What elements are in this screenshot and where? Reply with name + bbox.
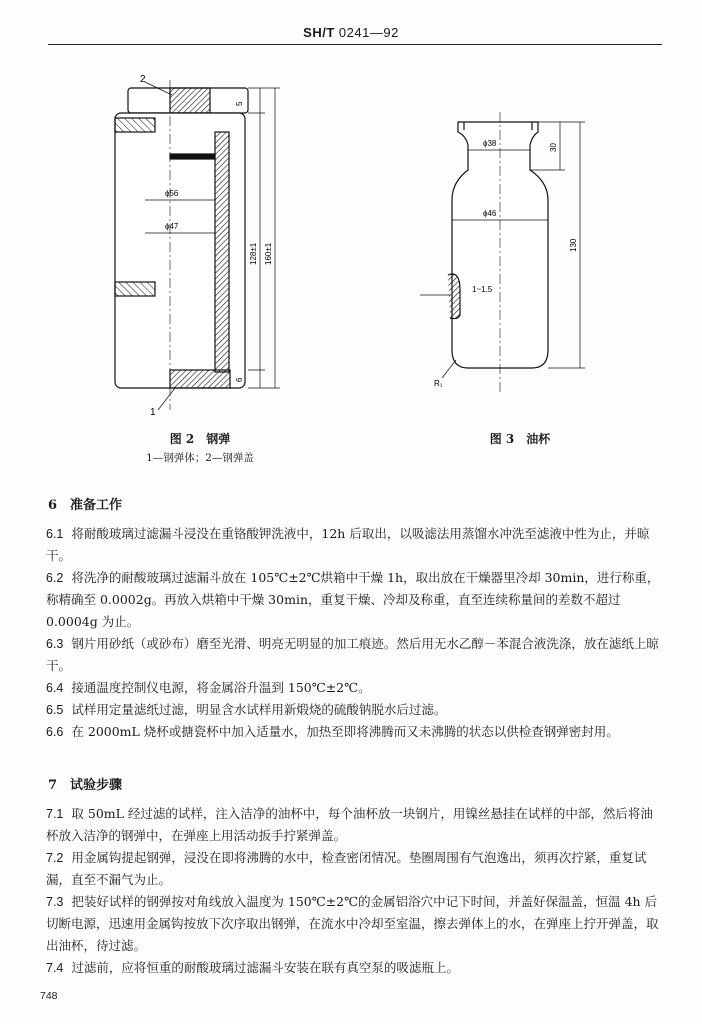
paragraph-6-1 [46,523,662,567]
paragraph-6-3 [46,633,662,677]
paragraph-6-2 [46,567,662,633]
paragraph-6-6 [46,721,662,743]
paragraph-number: 7.1 [46,807,64,821]
paragraph-6-5 [46,699,662,721]
paragraph-7-3 [46,891,662,957]
paragraph-text: 用金属钩提起钢弹，浸没在即将沸腾的水中，检查密闭情况。垫圈周围有气泡逸出，须再次拧紧，重复试漏，直至不漏气为止。 [46,850,647,887]
paragraph-text: 取 50mL 经过滤的试样，注入洁净的油杯中，每个油杯放一块钢片，用镍丝悬挂在试样的中部，然后将油杯放入洁净的钢弹中，在弹座上用活动扳手拧紧弹盖。 [46,806,653,843]
figure-2-steel-bomb-drawing [90,70,300,420]
paragraph-number: 6.3 [46,637,64,651]
fig3-total-height: 130 [569,238,578,252]
fig2-label-part2: 2 [140,74,146,85]
paragraph-text: 过滤前，应将恒重的耐酸玻璃过滤漏斗安装在联有真空泵的吸滤瓶上。 [71,960,459,975]
paragraph-7-2 [46,847,662,891]
fig2-dim-inner-height: 128±1 [249,242,258,265]
paragraph-number: 7.2 [46,851,64,865]
paragraph-text: 将耐酸玻璃过滤漏斗浸没在重铬酸钾洗液中，12h 后取出，以吸滤法用蒸馏水冲洗至滤液中性为止，并晾干。 [46,526,650,563]
paragraph-number: 6.4 [46,681,64,695]
header-rule [48,44,662,45]
fig2-label-part1: 1 [150,407,156,418]
paragraph-7-4 [46,957,662,979]
fig2-dim-bottom: 6 [235,377,244,382]
standard-number: 0241—92 [338,25,399,40]
paragraph-text: 把装好试样的钢弹按对角线放入温度为 150℃±2℃的金属铝浴穴中记下时间，并盖好保温盖，恒温 4h 后切断电源，迅速用金属钩按放下次序取出钢弹，在流水中冷却至室温，擦去弹体上的水，在弹座上拧开弹盖，取出油杯，待过滤。 [46,894,659,953]
paragraph-text: 钢片用砂纸（或砂布）磨至光滑、明亮无明显的加工痕迹。然后用无水乙醇－苯混合液洗涤，放在滤纸上晾干。 [46,636,659,673]
page-header [0,25,702,40]
paragraph-text: 接通温度控制仪电源，将金属浴升温到 150℃±2℃。 [71,680,371,695]
paragraph-7-1 [46,803,662,847]
paragraph-number: 7.4 [46,961,64,975]
fig2-dim-total-height: 160±1 [264,242,273,265]
fig2-dia-outer: ϕ56 [165,189,179,198]
figure-3-oil-cup-drawing [420,110,600,400]
paragraph-text: 试样用定量滤纸过滤，明显含水试样用新煅烧的硫酸钠脱水后过滤。 [71,702,447,717]
paragraph-number: 6.1 [46,527,64,541]
fig3-dia-neck: ϕ38 [483,139,497,148]
fig3-wall-thickness: 1~1.5 [472,285,493,294]
paragraph-number: 6.5 [46,703,64,717]
paragraph-6-4 [46,677,662,699]
paragraph-number: 7.3 [46,895,64,909]
paragraph-text: 在 2000mL 烧杯或搪瓷杯中加入适量水，加热至即将沸腾而又未沸腾的状态以供检查钢弹密封用。 [71,724,619,739]
fig2-dim-top: 5 [235,101,244,106]
paragraph-text: 将洗净的耐酸玻璃过滤漏斗放在 105℃±2℃烘箱中干燥 1h，取出放在干燥器里冷却 30min，进行称重，称精确至 0.0002g。再放入烘箱中干燥 30min，重复干燥、冷却及称重，直至连续称量间的差数不超过 0.0004g 为止。 [46,570,660,629]
paragraph-number: 6.6 [46,725,64,739]
section-6-title: 6 准备工作 [48,498,123,513]
standard-prefix: SH/T [303,25,335,40]
fig3-radius: R₁ [434,379,443,388]
fig2-dia-inner: ϕ47 [165,222,179,231]
figure-3-caption: 图 3 油杯 [489,432,551,446]
fig3-dia-body: ϕ46 [483,209,497,218]
paragraph-number: 6.2 [46,571,64,585]
section-7-title: 7 试验步骤 [48,778,123,793]
fig3-neck-height: 30 [549,143,558,152]
figure-2-caption: 图 2 钢弹 [169,432,231,446]
page-number: 748 [40,990,58,1002]
figure-2-legend: 1—钢弹体；2—钢弹盖 [146,452,254,464]
